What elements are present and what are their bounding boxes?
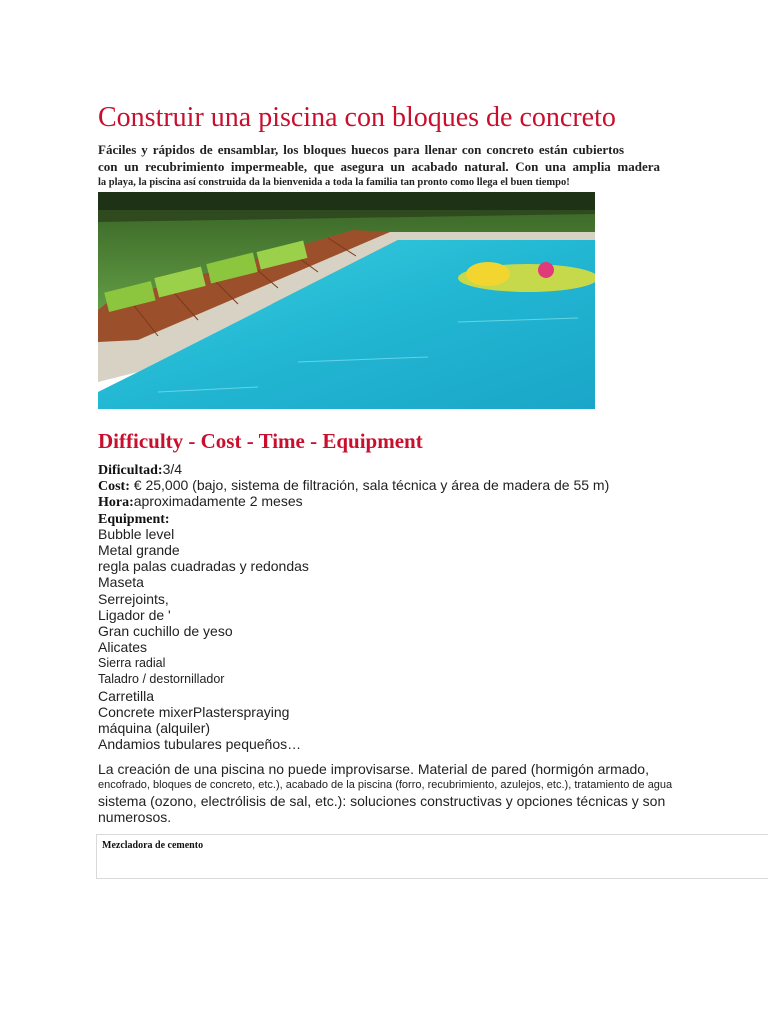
paragraph-line: numerosos. [98, 809, 172, 825]
equipment-item: Maseta [98, 574, 144, 591]
details-block [98, 461, 698, 752]
equipment-item: máquina (alquiler) [98, 720, 211, 736]
difficulty-label: Dificultad: [98, 463, 163, 478]
section-title: Difficulty - Cost - Time - Equipment [98, 429, 423, 453]
difficulty-value: 3/4 [162, 461, 183, 477]
pool-photo [98, 192, 595, 409]
description-paragraph [98, 761, 698, 825]
equipment-item: Alicates [98, 639, 148, 656]
cost-line [98, 477, 698, 493]
time-value: aproximadamente 2 meses [133, 493, 303, 510]
intro-line-1: Fáciles y rápidos de ensamblar, los bloques huecos para llenar con concreto están cubiertos [98, 142, 624, 157]
equipment-item: regla palas cuadradas y redondas [98, 558, 309, 575]
equipment-item: Carretilla [98, 687, 155, 704]
equipment-label: Equipment: [98, 511, 170, 527]
paragraph-line: La creación de una piscina no puede improvisarse. Material de pared (hormigón armado, [98, 761, 649, 777]
difficulty-line [98, 461, 698, 477]
equipment-item: Concrete mixerPlasterspraying [98, 703, 290, 720]
equipment-item: Serrejoints, [98, 590, 169, 607]
equipment-item: Ligador de ' [98, 606, 171, 623]
equipment-item: Andamios tubulares pequeños… [98, 736, 302, 753]
intro-line-3: la playa, la piscina así construida da la bienvenida a toda la familia tan pronto como llega el buen tiempo! [98, 177, 570, 188]
table-box [96, 834, 768, 879]
equipment-line [98, 510, 698, 526]
intro-line-2: con un recubrimiento impermeable, que asegura un acabado natural. Con una amplia madera [98, 159, 660, 174]
cost-label: Cost: [98, 479, 130, 495]
equipment-item: Bubble level [98, 525, 175, 542]
page-title: Construir una piscina con bloques de concreto [98, 102, 616, 133]
time-label: Hora: [98, 495, 134, 511]
equipment-item: Sierra radial [98, 656, 166, 671]
equipment-item: Metal grande [98, 541, 180, 558]
cost-value: € 25,000 (bajo, sistema de filtración, sala técnica y área de madera de 55 m) [129, 477, 610, 494]
paragraph-line: sistema (ozono, electrólisis de sal, etc.): soluciones constructivas y opciones técnicas y son [98, 793, 666, 809]
equipment-item: Taladro / destornillador [98, 672, 225, 687]
table-cell: Mezcladora de cemento [102, 840, 204, 851]
paragraph-line: encofrado, bloques de concreto, etc.), acabado de la piscina (forro, recubrimiento, azulejos, etc.), tratamiento de agua [98, 779, 673, 791]
time-line [98, 493, 698, 509]
equipment-item: Gran cuchillo de yeso [98, 622, 233, 639]
